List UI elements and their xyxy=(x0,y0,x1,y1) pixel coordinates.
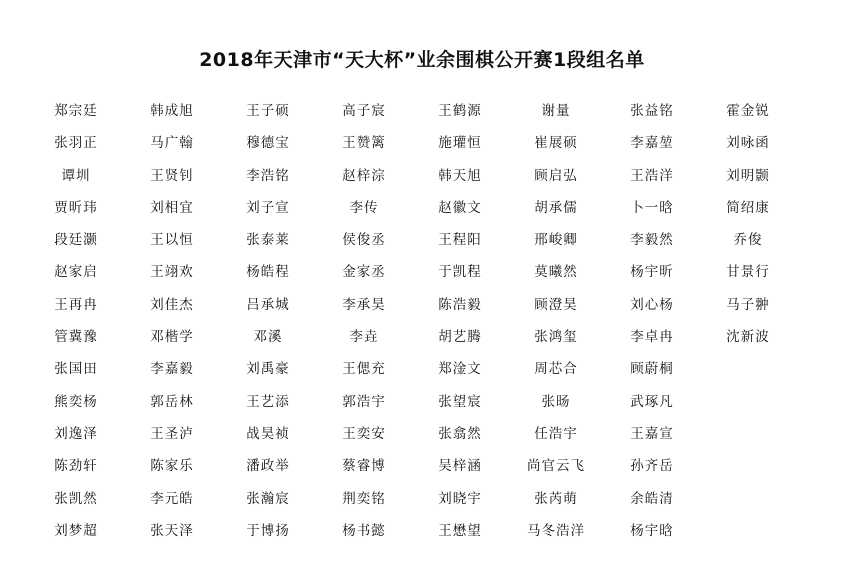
player-name: 刘明颢 xyxy=(726,167,770,184)
player-name: 刘咏函 xyxy=(726,135,770,152)
player-name: 王鹤源 xyxy=(438,103,482,119)
player-name: 刘晓宇 xyxy=(438,490,482,507)
player-name: 郭浩宇 xyxy=(342,393,386,410)
player-name: 胡承儒 xyxy=(534,199,578,216)
player-name: 李嘉堃 xyxy=(630,135,674,152)
player-name: 王懋望 xyxy=(438,522,482,539)
player-name: 熊奕杨 xyxy=(54,393,98,410)
player-name: 乔俊 xyxy=(733,232,763,249)
player-name: 郑宗廷 xyxy=(54,103,98,119)
player-name: 刘子宣 xyxy=(246,199,290,216)
player-name: 韩成旭 xyxy=(150,103,194,119)
player-name: 刘逸泽 xyxy=(54,425,98,442)
player-name: 张凯然 xyxy=(54,490,98,507)
player-name: 郭岳林 xyxy=(150,393,194,410)
player-name: 张国田 xyxy=(54,361,98,378)
player-name: 贾昕玮 xyxy=(54,199,98,216)
player-name: 李传 xyxy=(349,199,379,216)
player-name: 武琢凡 xyxy=(630,393,674,410)
player-name: 李毅然 xyxy=(630,232,674,249)
player-name: 张翕然 xyxy=(438,425,482,442)
player-name: 陈浩毅 xyxy=(438,296,482,313)
player-name: 管冀豫 xyxy=(54,329,98,346)
player-name: 余皓清 xyxy=(630,490,674,507)
player-name: 高子宸 xyxy=(342,103,386,119)
player-name: 王程阳 xyxy=(438,232,482,249)
player-name: 顾澄昊 xyxy=(534,296,578,313)
player-name: 任浩宇 xyxy=(534,425,578,442)
player-name: 李卓冉 xyxy=(630,329,674,346)
player-name: 霍金锐 xyxy=(726,103,770,119)
player-name: 杨书懿 xyxy=(342,522,386,539)
player-name: 战昊祯 xyxy=(246,425,290,442)
player-name: 郑淦文 xyxy=(438,361,482,378)
player-name: 莫曦然 xyxy=(534,264,578,281)
player-name: 王嘉宣 xyxy=(630,425,674,442)
player-name: 王艺添 xyxy=(246,393,290,410)
player-name: 荆奕铭 xyxy=(342,490,386,507)
player-name: 穆德宝 xyxy=(246,135,290,152)
player-name: 陈家乐 xyxy=(150,458,194,475)
player-name: 马冬浩洋 xyxy=(527,522,585,539)
player-name: 李垚 xyxy=(349,329,379,346)
page-title: 2018年天津市“天大杯”业余围棋公开赛1段组名单 xyxy=(199,49,645,71)
player-name: 谢量 xyxy=(541,103,571,119)
player-name: 马广翰 xyxy=(150,135,194,152)
player-name: 刘相宜 xyxy=(150,199,194,216)
player-name: 刘佳杰 xyxy=(150,296,194,313)
player-name: 王赞篱 xyxy=(342,135,386,152)
player-name: 王贤钊 xyxy=(150,167,194,184)
player-name: 孙齐岳 xyxy=(630,458,674,475)
player-name: 沈新波 xyxy=(726,329,770,346)
player-name: 张天泽 xyxy=(150,522,194,539)
player-name: 赵徽文 xyxy=(438,199,482,216)
player-name: 施瓘恒 xyxy=(438,135,482,152)
player-name: 胡艺腾 xyxy=(438,329,482,346)
player-name xyxy=(700,356,796,388)
player-name: 顾启弘 xyxy=(534,167,578,184)
player-name: 段廷灏 xyxy=(54,232,98,249)
player-name: 李元皓 xyxy=(150,490,194,507)
player-name: 李承昊 xyxy=(342,296,386,313)
player-name xyxy=(700,453,796,485)
player-name: 赵家启 xyxy=(54,264,98,281)
player-name: 王子硕 xyxy=(246,103,290,119)
player-name: 刘心杨 xyxy=(630,296,674,313)
player-name: 王翊欢 xyxy=(150,264,194,281)
player-name: 赵梓淙 xyxy=(342,167,386,184)
player-name: 李嘉毅 xyxy=(150,361,194,378)
player-name: 马子翀 xyxy=(726,296,770,313)
player-name: 张芮萌 xyxy=(534,490,578,507)
player-name: 吕承城 xyxy=(246,296,290,313)
player-name: 侯俊丞 xyxy=(342,232,386,249)
player-name: 王奕安 xyxy=(342,425,386,442)
player-name: 金家丞 xyxy=(342,264,386,281)
player-name xyxy=(700,421,796,453)
player-name: 蔡睿博 xyxy=(342,458,386,475)
player-name: 张旸 xyxy=(541,393,571,410)
player-name: 周芯合 xyxy=(534,361,578,378)
player-name: 邓溪 xyxy=(253,329,283,346)
player-name: 张泰莱 xyxy=(246,232,290,249)
player-name: 简绍康 xyxy=(726,199,770,216)
player-name: 张瀚宸 xyxy=(246,490,290,507)
player-name: 杨宇昕 xyxy=(630,264,674,281)
player-name: 顾蔚桐 xyxy=(630,361,674,378)
player-name: 王浩洋 xyxy=(630,167,674,184)
player-name: 吴梓涵 xyxy=(438,458,482,475)
player-name: 陈劲轩 xyxy=(54,458,98,475)
player-roster xyxy=(28,98,816,550)
player-name: 杨皓程 xyxy=(246,264,290,281)
player-name: 潘政举 xyxy=(246,458,290,475)
player-name: 王再冉 xyxy=(54,296,98,313)
player-name: 刘梦超 xyxy=(54,522,98,539)
player-name: 崔展硕 xyxy=(534,135,578,152)
player-name: 刘禹豪 xyxy=(246,361,290,378)
player-name: 邓楷学 xyxy=(150,329,194,346)
player-name xyxy=(700,518,796,550)
player-name: 王圣泸 xyxy=(150,425,194,442)
player-name: 谭圳 xyxy=(61,167,91,184)
player-name: 甘景行 xyxy=(726,264,770,281)
player-name: 张鸿玺 xyxy=(534,329,578,346)
player-name: 卜一晗 xyxy=(630,199,674,216)
player-name: 王以恒 xyxy=(150,232,194,249)
player-name: 韩天旭 xyxy=(438,167,482,184)
player-name: 尚官云飞 xyxy=(527,458,585,475)
player-name: 邢峻卿 xyxy=(534,232,578,249)
player-name: 王偲充 xyxy=(342,361,386,378)
player-name xyxy=(700,486,796,518)
player-name: 杨宇晗 xyxy=(630,522,674,539)
player-name: 李浩铭 xyxy=(246,167,290,184)
player-name: 张望宸 xyxy=(438,393,482,410)
player-name: 张羽正 xyxy=(54,135,98,152)
player-name xyxy=(700,389,796,421)
player-name: 于凯程 xyxy=(438,264,482,281)
player-name: 张益铭 xyxy=(630,103,674,119)
player-name: 于博扬 xyxy=(246,522,290,539)
